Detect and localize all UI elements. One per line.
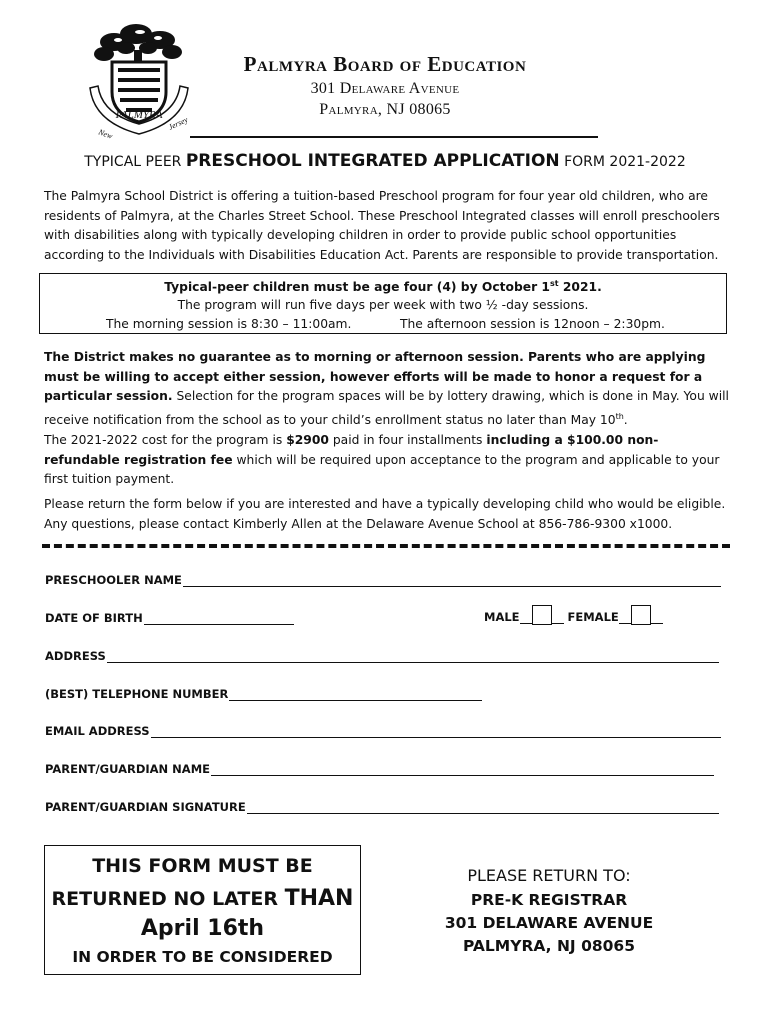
return-to-heading: PLEASE RETURN TO: (467, 866, 631, 885)
notice-morning-session: The morning session is 8:30 – 11:00am. (106, 317, 352, 331)
address-label: ADDRESS (45, 649, 106, 663)
telephone-input[interactable] (229, 687, 482, 701)
svg-text:Jersey: Jersey (167, 115, 190, 132)
preschooler-name-input[interactable] (183, 573, 721, 587)
cost-text-3: which will be required upon acceptance to the program and applicable to your first tuition payment. (44, 452, 720, 486)
telephone-field (45, 687, 482, 701)
address-input[interactable] (107, 649, 719, 663)
preschooler-name-label: PRESCHOOLER NAME (45, 573, 182, 587)
parent-name-label: PARENT/GUARDIAN NAME (45, 762, 211, 776)
form-title-prefix: TYPICAL PEER (84, 154, 186, 170)
female-checkbox[interactable] (631, 605, 651, 625)
telephone-label: (BEST) TELEPHONE NUMBER (45, 687, 229, 701)
return-to-street: 301 DELAWARE AVENUE (444, 914, 654, 932)
deadline-line2 (45, 886, 360, 911)
org-address-line1: 301 Delaware Avenue (310, 80, 460, 97)
cost-paragraph (44, 431, 730, 490)
email-label: EMAIL ADDRESS (45, 724, 150, 738)
svg-text:PALMYRA: PALMYRA (115, 109, 163, 121)
date-of-birth-input[interactable] (144, 611, 294, 625)
letterhead (195, 52, 575, 119)
return-to-city: PALMYRA, NJ 08065 (462, 937, 636, 955)
female-label: FEMALE (567, 610, 619, 624)
notice-schedule: The program will run five days per week with two ½ -day sessions. (177, 298, 589, 312)
guarantee-sup: th (615, 411, 624, 421)
return-paragraph: Please return the form below if you are interested and have a typically developing child who would be eligible. Any questions, please contact Kimberly Allen at the Delaware Avenue School at 856-786-9300 x1000. (44, 497, 726, 531)
return-to-block (418, 866, 680, 960)
notice-box (39, 273, 727, 334)
deadline-line2-text: RETURNED NO LATER (51, 888, 285, 910)
male-line (520, 601, 564, 624)
parent-name-input[interactable] (211, 762, 714, 776)
org-address-line2: Palmyra, NJ 08065 (319, 101, 451, 118)
female-line (619, 601, 663, 624)
notice-age-text: Typical-peer children must be age four (4) by October 1 (164, 280, 550, 295)
return-to-registrar: PRE-K REGISTRAR (470, 891, 628, 909)
cost-amount: $2900 (286, 433, 329, 447)
parent-name-field (45, 762, 714, 776)
header-rule (190, 136, 598, 138)
form-title-main: PRESCHOOL INTEGRATED APPLICATION (185, 151, 560, 171)
email-input[interactable] (151, 724, 721, 738)
notice-afternoon-session: The afternoon session is 12noon – 2:30pm. (400, 317, 665, 331)
preschooler-name-field (45, 573, 721, 587)
palmyra-seal-logo (84, 22, 194, 142)
email-field (45, 724, 721, 738)
parent-signature-label: PARENT/GUARDIAN SIGNATURE (45, 800, 246, 814)
deadline-date: April 16th (140, 916, 265, 941)
cost-text-1: The 2021-2022 cost for the program is (44, 433, 287, 447)
cut-line-divider (42, 544, 730, 548)
cost-registration-fee: including a $100.00 non-refundable registration fee (44, 433, 659, 467)
svg-text:New: New (97, 127, 114, 141)
form-title (0, 151, 770, 171)
date-of-birth-field (45, 611, 294, 625)
date-of-birth-label: DATE OF BIRTH (45, 611, 143, 625)
cost-text-2: paid in four installments (328, 433, 487, 447)
guarantee-end: . (623, 412, 628, 427)
male-checkbox[interactable] (532, 605, 552, 625)
guarantee-bold-text: The District makes no guarantee as to morning or afternoon session. Parents who are applying must be willing to accept either session, however efforts will be made to honor a request for a particular session. (44, 350, 706, 403)
gender-field (484, 601, 663, 624)
notice-age-sup: st (550, 279, 559, 288)
notice-age-requirement (40, 279, 726, 294)
deadline-box (44, 845, 361, 975)
deadline-line4: IN ORDER TO BE CONSIDERED (72, 948, 333, 966)
org-name: Palmyra Board of Education (243, 52, 527, 76)
parent-signature-field (45, 800, 719, 814)
male-label: MALE (484, 610, 520, 624)
notice-age-year: 2021. (558, 280, 602, 295)
guarantee-paragraph (44, 348, 730, 430)
deadline-line1: THIS FORM MUST BE (92, 855, 313, 877)
guarantee-text: Selection for the program spaces will be by lottery drawing, which is done in May. You will receive notification from the school as to your child’s enrollment status no later than May 10 (44, 389, 729, 427)
parent-signature-input[interactable] (247, 800, 719, 814)
deadline-line2-than: THAN (284, 886, 354, 911)
form-title-suffix: FORM 2021-2022 (559, 154, 686, 170)
intro-paragraph: The Palmyra School District is offering a tuition-based Preschool program for four year old children, who are residents of Palmyra, at the Charles Street School. These Preschool Integrated classes will enroll preschoolers with disabilities along with typically developing children in order to provide public school opportunities according to the Individuals with Disabilities Education Act. Parents are responsible to provide transportation. (44, 189, 720, 262)
address-field (45, 649, 719, 663)
